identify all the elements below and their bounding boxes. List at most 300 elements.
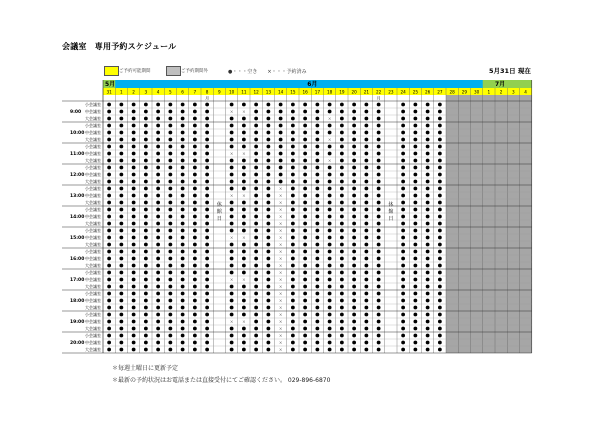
- day-number: 17: [314, 89, 321, 95]
- open-mark: [413, 159, 417, 163]
- legend-available-label: ご予約可能期間: [119, 69, 151, 74]
- open-mark: [193, 264, 197, 268]
- open-mark: [340, 110, 344, 114]
- open-mark: [377, 292, 381, 296]
- open-mark: [401, 229, 405, 233]
- booked-mark: ×: [278, 319, 283, 325]
- open-mark: [328, 131, 332, 135]
- open-mark: [315, 124, 319, 128]
- open-mark: [291, 299, 295, 303]
- open-mark: [438, 201, 442, 205]
- open-mark: [340, 208, 344, 212]
- open-mark: [291, 159, 295, 163]
- open-mark: [303, 306, 307, 310]
- open-mark: [364, 180, 368, 184]
- open-mark: [144, 222, 148, 226]
- open-mark: [352, 341, 356, 345]
- open-mark: [364, 187, 368, 191]
- open-mark: [413, 152, 417, 156]
- day-number: 2: [499, 89, 503, 95]
- open-mark: [352, 194, 356, 198]
- open-mark: [242, 243, 246, 247]
- open-mark: [266, 313, 270, 317]
- open-mark: [181, 173, 185, 177]
- open-mark: [291, 145, 295, 149]
- open-mark: [315, 271, 319, 275]
- booked-mark: ×: [278, 249, 283, 255]
- room-label: 中会議室: [85, 109, 101, 114]
- open-mark: [426, 180, 430, 184]
- open-mark: [156, 320, 160, 324]
- open-mark: [340, 194, 344, 198]
- open-mark: [119, 271, 123, 275]
- open-mark: [291, 264, 295, 268]
- open-mark: [340, 159, 344, 163]
- open-mark: [279, 103, 283, 107]
- open-mark: [364, 243, 368, 247]
- open-mark: [438, 222, 442, 226]
- open-mark: [242, 159, 246, 163]
- time-slot-label: 15:00: [70, 236, 85, 242]
- open-mark: [413, 348, 417, 352]
- open-mark: [254, 117, 258, 121]
- open-mark: [328, 208, 332, 212]
- open-mark: [193, 131, 197, 135]
- open-mark: [401, 166, 405, 170]
- open-mark: [119, 278, 123, 282]
- open-mark: [205, 243, 209, 247]
- open-mark: [254, 229, 258, 233]
- open-mark: [291, 187, 295, 191]
- open-mark: [230, 299, 234, 303]
- open-mark: [254, 159, 258, 163]
- open-mark: [364, 250, 368, 254]
- open-mark: [119, 299, 123, 303]
- open-mark: [156, 299, 160, 303]
- booked-mark: ×: [278, 277, 283, 283]
- open-mark: [291, 222, 295, 226]
- open-mark: [144, 138, 148, 142]
- open-mark: [340, 313, 344, 317]
- open-mark: [242, 222, 246, 226]
- open-mark: [266, 292, 270, 296]
- open-mark: [401, 215, 405, 219]
- open-mark: [426, 208, 430, 212]
- open-mark: [168, 334, 172, 338]
- open-mark: [413, 166, 417, 170]
- open-mark: [426, 250, 430, 254]
- open-mark: [413, 341, 417, 345]
- day-number: 16: [302, 89, 308, 95]
- open-mark: [426, 215, 430, 219]
- open-mark: [426, 229, 430, 233]
- open-mark: [193, 341, 197, 345]
- open-mark: [377, 257, 381, 261]
- open-mark: [230, 257, 234, 261]
- open-mark: [119, 152, 123, 156]
- open-mark: [132, 124, 136, 128]
- open-mark: [168, 117, 172, 121]
- room-label: 中会議室: [85, 298, 101, 303]
- open-mark: [205, 131, 209, 135]
- open-mark: [303, 103, 307, 107]
- open-mark: [181, 110, 185, 114]
- open-mark: [266, 334, 270, 338]
- open-mark: [230, 124, 234, 128]
- room-label: 小会議室: [85, 165, 101, 170]
- open-mark: [168, 124, 172, 128]
- open-mark: [377, 187, 381, 191]
- day-number: 30: [473, 89, 480, 95]
- open-mark: [168, 299, 172, 303]
- booked-mark: ×: [278, 284, 283, 290]
- open-mark: [230, 292, 234, 296]
- open-mark: [364, 117, 368, 121]
- open-mark: [413, 320, 417, 324]
- closed-day-label: 日: [216, 216, 222, 222]
- open-mark: [107, 145, 111, 149]
- open-mark: [303, 138, 307, 142]
- open-mark: [328, 306, 332, 310]
- open-mark: [426, 187, 430, 191]
- open-mark: [168, 285, 172, 289]
- open-mark: [181, 208, 185, 212]
- open-mark: [242, 131, 246, 135]
- open-mark: [230, 306, 234, 310]
- room-label: 小会議室: [85, 270, 101, 275]
- open-mark: [340, 320, 344, 324]
- open-mark: [438, 152, 442, 156]
- open-mark: [352, 348, 356, 352]
- open-mark: [364, 215, 368, 219]
- open-mark: [438, 327, 442, 331]
- open-mark: [364, 166, 368, 170]
- open-mark: [315, 334, 319, 338]
- room-label: 中会議室: [85, 130, 101, 135]
- open-mark: [156, 131, 160, 135]
- open-mark: [401, 145, 405, 149]
- open-mark: [352, 145, 356, 149]
- open-mark: [144, 124, 148, 128]
- open-mark: [291, 208, 295, 212]
- open-mark: [328, 250, 332, 254]
- open-mark: [242, 250, 246, 254]
- open-mark: [242, 215, 246, 219]
- open-mark: [254, 166, 258, 170]
- open-mark: [352, 271, 356, 275]
- open-mark: [315, 131, 319, 135]
- open-mark: [303, 222, 307, 226]
- open-mark: [230, 145, 234, 149]
- open-mark: [340, 173, 344, 177]
- open-mark: [205, 327, 209, 331]
- open-mark: [401, 292, 405, 296]
- open-mark: [340, 229, 344, 233]
- open-mark: [242, 117, 246, 121]
- booked-mark: ×: [278, 291, 283, 297]
- open-mark: [352, 173, 356, 177]
- open-mark: [328, 194, 332, 198]
- room-label: 小会議室: [85, 186, 101, 191]
- open-mark: [266, 257, 270, 261]
- open-mark: [328, 341, 332, 345]
- open-mark: [279, 145, 283, 149]
- open-mark: [156, 341, 160, 345]
- open-mark: [352, 313, 356, 317]
- open-mark: [279, 138, 283, 142]
- open-mark: [242, 124, 246, 128]
- open-mark: [132, 243, 136, 247]
- open-mark: [401, 257, 405, 261]
- open-mark: [107, 124, 111, 128]
- open-mark: [438, 320, 442, 324]
- open-mark: [303, 271, 307, 275]
- open-mark: [168, 278, 172, 282]
- open-mark: [132, 187, 136, 191]
- open-mark: [291, 243, 295, 247]
- open-mark: [328, 299, 332, 303]
- open-mark: [340, 187, 344, 191]
- open-mark: [181, 180, 185, 184]
- open-mark: [303, 194, 307, 198]
- open-mark: [426, 124, 430, 128]
- open-mark: [107, 306, 111, 310]
- open-mark: [266, 152, 270, 156]
- open-mark: [132, 152, 136, 156]
- open-mark: [328, 173, 332, 177]
- open-mark: [168, 243, 172, 247]
- open-mark: [230, 341, 234, 345]
- open-mark: [181, 194, 185, 198]
- open-mark: [291, 166, 295, 170]
- open-mark: [181, 152, 185, 156]
- open-mark: [279, 124, 283, 128]
- closed-day-label: 休: [216, 202, 222, 208]
- open-mark: [328, 229, 332, 233]
- open-mark: [168, 236, 172, 240]
- open-mark: [156, 271, 160, 275]
- open-mark: [352, 215, 356, 219]
- open-mark: [315, 264, 319, 268]
- open-mark: [266, 250, 270, 254]
- time-slot-label: 19:00: [70, 320, 85, 326]
- open-mark: [144, 334, 148, 338]
- open-mark: [242, 271, 246, 275]
- open-mark: [107, 166, 111, 170]
- day-number: 11: [241, 89, 247, 95]
- open-mark: [156, 243, 160, 247]
- open-mark: [181, 159, 185, 163]
- open-mark: [315, 341, 319, 345]
- room-label: 大会議室: [85, 284, 101, 289]
- open-mark: [438, 285, 442, 289]
- open-mark: [401, 222, 405, 226]
- open-mark: [119, 166, 123, 170]
- open-mark: [193, 292, 197, 296]
- time-slot-label: 12:00: [70, 173, 85, 179]
- closed-day-label: 日: [388, 216, 394, 222]
- open-mark: [315, 229, 319, 233]
- open-mark: [413, 229, 417, 233]
- open-mark: [254, 194, 258, 198]
- open-mark: [413, 334, 417, 338]
- open-mark: [168, 271, 172, 275]
- open-mark: [315, 166, 319, 170]
- open-mark: [426, 334, 430, 338]
- open-mark: [340, 292, 344, 296]
- open-mark: [328, 152, 332, 156]
- open-mark: [132, 250, 136, 254]
- open-mark: [303, 201, 307, 205]
- booked-mark: ×: [278, 347, 283, 353]
- open-mark: [242, 187, 246, 191]
- open-mark: [291, 271, 295, 275]
- open-mark: [254, 236, 258, 240]
- open-mark: [340, 341, 344, 345]
- open-mark: [107, 278, 111, 282]
- open-mark: [181, 327, 185, 331]
- open-mark: [168, 320, 172, 324]
- closed-day-label: 館: [388, 209, 394, 215]
- open-mark: [438, 110, 442, 114]
- open-mark: [377, 320, 381, 324]
- open-mark: [315, 194, 319, 198]
- open-mark: [401, 187, 405, 191]
- day-number: 7: [193, 89, 197, 95]
- open-mark: [266, 215, 270, 219]
- open-mark: [132, 208, 136, 212]
- open-mark: [303, 292, 307, 296]
- open-mark: [413, 103, 417, 107]
- open-mark: [328, 110, 332, 114]
- open-mark: [438, 299, 442, 303]
- room-label: 中会議室: [85, 319, 101, 324]
- room-label: 中会議室: [85, 340, 101, 345]
- open-mark: [168, 138, 172, 142]
- open-mark: [107, 327, 111, 331]
- open-mark: [279, 131, 283, 135]
- open-mark: [168, 159, 172, 163]
- open-mark: [119, 103, 123, 107]
- open-mark: [377, 208, 381, 212]
- open-mark: [181, 278, 185, 282]
- open-mark: [181, 166, 185, 170]
- open-mark: [107, 292, 111, 296]
- open-mark: [144, 292, 148, 296]
- open-mark: [242, 138, 246, 142]
- open-mark: [426, 271, 430, 275]
- open-mark: [266, 285, 270, 289]
- day-number: 26: [424, 89, 431, 95]
- open-mark: [340, 124, 344, 128]
- open-mark: [266, 131, 270, 135]
- note-update: ＊毎週土曜日に更新予定: [112, 365, 179, 372]
- open-mark: [438, 348, 442, 352]
- open-mark: [266, 138, 270, 142]
- open-mark: [291, 110, 295, 114]
- open-mark: [144, 215, 148, 219]
- open-mark: [119, 131, 123, 135]
- open-mark: [242, 201, 246, 205]
- open-mark: [168, 103, 172, 107]
- open-mark: [254, 131, 258, 135]
- open-mark: [144, 264, 148, 268]
- open-mark: [401, 348, 405, 352]
- open-mark: [132, 201, 136, 205]
- open-mark: [413, 264, 417, 268]
- open-mark: [205, 320, 209, 324]
- open-mark: [303, 229, 307, 233]
- open-mark: [254, 327, 258, 331]
- open-mark: [377, 124, 381, 128]
- open-mark: [426, 138, 430, 142]
- open-mark: [340, 278, 344, 282]
- open-mark: [193, 299, 197, 303]
- open-mark: [315, 187, 319, 191]
- open-mark: [230, 131, 234, 135]
- open-mark: [315, 201, 319, 205]
- open-mark: [413, 145, 417, 149]
- open-mark: [230, 229, 234, 233]
- open-mark: [144, 208, 148, 212]
- open-mark: [340, 166, 344, 170]
- open-mark: [413, 306, 417, 310]
- open-mark: [303, 313, 307, 317]
- july-cell: [483, 80, 532, 88]
- open-mark: [156, 138, 160, 142]
- open-mark: [291, 117, 295, 121]
- open-mark: [181, 145, 185, 149]
- open-mark: [266, 187, 270, 191]
- open-mark: [401, 110, 405, 114]
- open-mark: [107, 313, 111, 317]
- open-mark: [401, 103, 405, 107]
- open-mark: [132, 103, 136, 107]
- open-mark: [168, 229, 172, 233]
- open-mark: [119, 159, 123, 163]
- open-mark: [364, 341, 368, 345]
- open-mark: [315, 117, 319, 121]
- open-mark: [193, 271, 197, 275]
- open-mark: [426, 236, 430, 240]
- open-mark: [266, 264, 270, 268]
- open-mark: [315, 299, 319, 303]
- open-mark: [144, 243, 148, 247]
- open-mark: [340, 299, 344, 303]
- open-mark: [328, 187, 332, 191]
- open-mark: [119, 313, 123, 317]
- open-mark: [364, 201, 368, 205]
- open-mark: [156, 110, 160, 114]
- open-mark: [328, 313, 332, 317]
- open-mark: [352, 208, 356, 212]
- day-number: 5: [169, 89, 172, 95]
- open-mark: [254, 208, 258, 212]
- open-mark: [181, 313, 185, 317]
- open-mark: [291, 334, 295, 338]
- open-mark: [144, 313, 148, 317]
- open-mark: [364, 306, 368, 310]
- open-mark: [119, 250, 123, 254]
- day-number: 29: [461, 89, 468, 95]
- open-mark: [279, 117, 283, 121]
- open-mark: [132, 145, 136, 149]
- open-mark: [230, 264, 234, 268]
- open-mark: [230, 327, 234, 331]
- open-mark: [377, 278, 381, 282]
- open-mark: [168, 131, 172, 135]
- open-mark: [144, 187, 148, 191]
